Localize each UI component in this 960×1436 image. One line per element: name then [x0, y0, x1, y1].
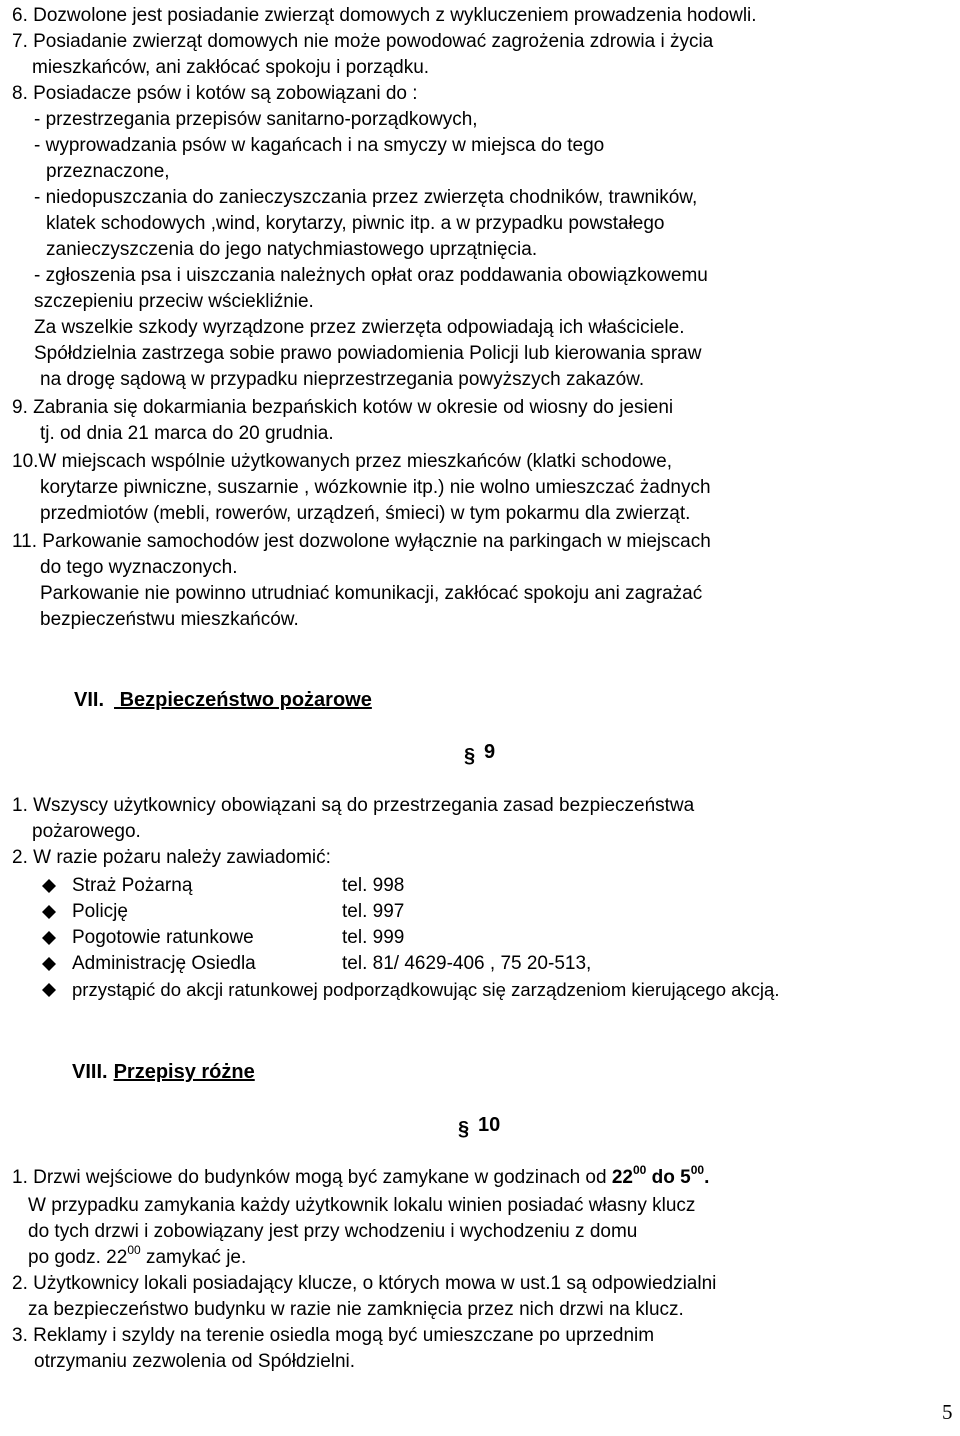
paragraph-9	[464, 740, 504, 770]
list-item-8-b-cont: przeznaczone,	[46, 161, 170, 182]
owner-liability-text: Za wszelkie szkody wyrządzone przez zwierzęta odpowiadają ich właściciele.	[34, 317, 685, 338]
section-7-number: VII.	[74, 689, 105, 711]
paragraph-number: 9	[484, 741, 496, 763]
action-instruction: przystąpić do akcji ratunkowej podporządkowując się zarządzeniom kierującego akcją.	[72, 979, 780, 1000]
hour-to-minutes: 00	[690, 1162, 705, 1177]
list-item-8-c: - niedopuszczania do zanieczyszczania przez zwierzęta chodników, trawników,	[34, 187, 698, 208]
s8-item-1-cont3	[28, 1242, 247, 1270]
list-item-10-cont2: przedmiotów (mebli, rowerów, urządzeń, śmieci) w tym pokarmu dla zwierząt.	[40, 503, 691, 524]
paragraph-sign: §	[464, 745, 476, 767]
s8-item-2-cont: za bezpieczeństwo budynku w razie nie zamknięcia przez nich drzwi na klucz.	[28, 1299, 684, 1320]
contact-phone: tel. 997	[342, 901, 405, 922]
hour-mid: do 5	[646, 1167, 691, 1188]
s8-item-1-cont: W przypadku zamykania każdy użytkownik lokalu winien posiadać własny klucz	[28, 1195, 696, 1216]
list-item-7: 7. Posiadanie zwierząt domowych nie może powodować zagrożenia zdrowia i życia	[12, 31, 714, 52]
closing-time-minutes: 00	[127, 1242, 141, 1257]
s8-item-3: 3. Reklamy i szyldy na terenie osiedla mogą być umieszczane po uprzednim	[12, 1325, 655, 1346]
list-item-8-d-cont: szczepieniu przeciw wściekliźnie.	[34, 291, 314, 312]
closing-time-suffix: zamykać je.	[140, 1247, 247, 1268]
contact-phone: tel. 81/ 4629-406 , 75 20-513,	[342, 953, 592, 974]
list-item-8-b: - wyprowadzania psów w kagańcach i na smyczy w miejsca do tego	[34, 135, 605, 156]
list-item-8: 8. Posiadacze psów i kotów są zobowiązani do :	[12, 83, 418, 104]
hour-from: 22	[611, 1167, 633, 1188]
paragraph-sign: §	[458, 1118, 470, 1140]
list-item-8-a: - przestrzegania przepisów sanitarno-porządkowych,	[34, 109, 478, 130]
section-8-number: VIII.	[72, 1061, 108, 1083]
s8-item-2: 2. Użytkownicy lokali posiadający klucze, o których mowa w ust.1 są odpowiedzialni	[12, 1273, 717, 1294]
diamond-bullet-icon	[42, 879, 56, 893]
s8-item-1	[12, 1162, 710, 1190]
list-item-7-cont: mieszkańców, ani zakłócać spokoju i porządku.	[32, 57, 430, 78]
diamond-bullet-icon	[42, 931, 56, 945]
paragraph-number: 10	[478, 1114, 501, 1136]
list-item-11: 11. Parkowanie samochodów jest dozwolone wyłącznie na parkingach w miejscach	[12, 531, 711, 552]
diamond-bullet-icon	[42, 983, 56, 997]
contact-phone: tel. 999	[342, 927, 405, 948]
diamond-bullet-icon	[42, 957, 56, 971]
s8-item-3-cont: otrzymaniu zezwolenia od Spółdzielni.	[34, 1351, 356, 1372]
list-item-10: 10.W miejscach wspólnie użytkowanych przez mieszkańców (klatki schodowe,	[12, 451, 672, 472]
s7-item-1: 1. Wszyscy użytkownicy obowiązani są do przestrzegania zasad bezpieczeństwa	[12, 795, 695, 816]
parking-text: Parkowanie nie powinno utrudniać komunikacji, zakłócać spokoju ani zagrażać	[40, 583, 703, 604]
list-item-9: 9. Zabrania się dokarmiania bezpańskich kotów w okresie od wiosny do jesieni	[12, 397, 674, 418]
hour-end: .	[704, 1167, 710, 1188]
section-7-title: Bezpieczeństwo pożarowe	[114, 689, 372, 711]
s8-item-1-text: 1. Drzwi wejściowe do budynków mogą być zamykane w godzinach od	[12, 1167, 612, 1188]
contact-name: Policję	[72, 901, 128, 922]
contact-name: Straż Pożarną	[72, 875, 193, 896]
list-item-8-c-cont: klatek schodowych ,wind, korytarzy, piwnic itp. a w przypadku powstałego	[46, 213, 665, 234]
section-8-title: Przepisy różne	[113, 1061, 255, 1083]
section-7-heading	[74, 688, 372, 712]
s7-item-2: 2. W razie pożaru należy zawiadomić:	[12, 847, 331, 868]
cooperative-reserve-cont: na drogę sądową w przypadku nieprzestrzegania powyższych zakazów.	[40, 369, 645, 390]
contact-phone: tel. 998	[342, 875, 405, 896]
list-item-8-d: - zgłoszenia psa i uiszczania należnych opłat oraz poddawania obowiązkowemu	[34, 265, 708, 286]
s7-item-1-cont: pożarowego.	[32, 821, 141, 842]
hour-from-minutes: 00	[633, 1162, 647, 1177]
parking-text-cont: bezpieczeństwu mieszkańców.	[40, 609, 299, 630]
page-number: 5	[942, 1400, 953, 1424]
closing-time-prefix: po godz. 22	[28, 1247, 128, 1268]
paragraph-10	[458, 1113, 508, 1143]
list-item-10-cont: korytarze piwniczne, suszarnie , wózkownie itp.) nie wolno umieszczać żadnych	[40, 477, 711, 498]
cooperative-reserve-text: Spółdzielnia zastrzega sobie prawo powiadomienia Policji lub kierowania spraw	[34, 343, 702, 364]
s8-item-1-cont2: do tych drzwi i zobowiązany jest przy wchodzeniu i wychodzeniu z domu	[28, 1221, 638, 1242]
list-item-6: 6. Dozwolone jest posiadanie zwierząt domowych z wykluczeniem prowadzenia hodowli.	[12, 5, 757, 26]
list-item-9-cont: tj. od dnia 21 marca do 20 grudnia.	[40, 423, 334, 444]
contact-name: Pogotowie ratunkowe	[72, 927, 254, 948]
list-item-11-cont: do tego wyznaczonych.	[40, 557, 238, 578]
contact-name: Administrację Osiedla	[72, 953, 256, 974]
diamond-bullet-icon	[42, 905, 56, 919]
section-8-heading	[72, 1060, 255, 1084]
list-item-8-c-cont2: zanieczyszczenia do jego natychmiastowego uprzątnięcia.	[46, 239, 538, 260]
